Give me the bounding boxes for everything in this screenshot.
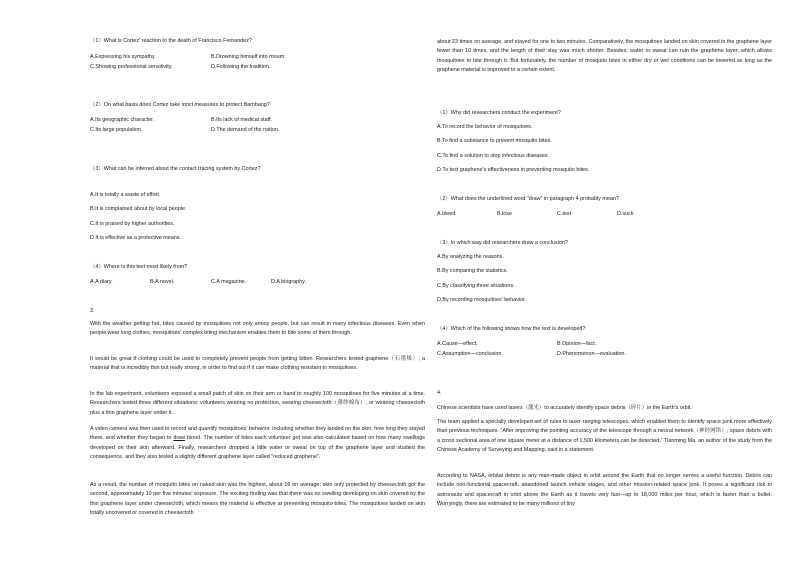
option-b[interactable]: B.Its lack of medical staff. [211,117,273,123]
passage-paragraph [90,425,425,462]
option-c[interactable]: C.test [557,211,572,217]
option-b[interactable]: B.Opinion—fact. [557,341,597,347]
question-stem: （3）What can be inferred about the contact tracing system by Cortez? [90,166,261,172]
question-stem: （4）Where is this text most likely from? [90,264,188,270]
passage-paragraph: In the lab experiment, volunteers exposed a small patch of skin on their arm or hand to roughly 100 mosquitoes for five minutes at a time. Researchers tested three different situations: volunteers wearing no protection, wearing cheesecloth（薄纱棉布）, or wearing cheesecloth plus a thin graphene layer under it. [90,391,425,416]
question-stem: （2）On what basis does Cortez take strict measures to protect Bambang? [90,102,270,108]
option-a[interactable]: A.Its geographic character. [90,117,155,123]
question-stem: （3）In which way did researchers draw a conclusion? [437,240,568,246]
passage-number: 4. [437,390,442,396]
option-b[interactable]: B.It is complained about by local people. [90,206,187,212]
option-d[interactable]: D.suck [617,211,634,217]
option-a[interactable]: A.By analyzing the reasons. [437,254,504,260]
option-c[interactable]: C.By classifying three situations. [437,283,515,289]
paragraph-text: blood. The number of bites each volunteer got was also calculated based on how many swellings developed on their skin afterward. Finally, researchers dropped a little water or sweat on top of the graphene layer and studied the consequence, and they also tested a slightly different graphene layer called "reduced graphene". [90,435,426,460]
option-a[interactable]: A.bleed [437,211,456,217]
option-c[interactable]: C.It is praised by higher authorities. [90,221,175,227]
option-c[interactable]: C.Assumption—conclusion. [437,351,503,357]
option-a[interactable]: A.Cause—effect. [437,341,478,347]
option-b[interactable]: B.lose [497,211,512,217]
underlined-word: draw [173,435,186,442]
option-b[interactable]: B.Drowning himself into mourn. [211,54,286,60]
option-b[interactable]: B.A novel. [150,279,175,285]
question-stem: （1）Why did researchers conduct the experiment? [437,110,561,116]
question-stem: （2）What does the underlined word "draw" in paragraph 4 probably mean? [437,196,619,202]
option-a[interactable]: A.It is totally a waste of effort. [90,192,161,198]
passage-paragraph: With the weather getting hot, bites caused by mosquitoes not only annoy people, but can result in many infectious diseases. Even when people wear long clothes, mosquitoes' complex biting mechanism enables them to bite some of them through. [90,321,425,337]
passage-paragraph: about 23 times on average, and stayed for one to two minutes. Comparatively, the mosquitoes landed on skin covered in the graphene layer fewer than 10 times, and the length of their stay was much shorter. Besides, water or sweat can ruin the graphene layer, which allows mosquitoes to bite through it. But fortunately, the number of mosquito bites in either dry or wet conditions can be lowered as long as the graphene material is improved to a certain extent. [437,39,772,73]
paragraph-text: A video camera was then used to record and quantify mosquitoes' behavior, including whether they landed on the skin, how long they stayed there, and whether they began to [90,426,425,442]
question-stem: （4）Which of the following shows how the text is developed? [437,326,586,332]
option-d[interactable]: D.Phenomenon—evaluation. [557,351,626,357]
option-d[interactable]: D.It is effective as a protective means. [90,235,181,241]
option-d[interactable]: D.A biography. [271,279,306,285]
option-b[interactable]: B.By comparing the statistics. [437,268,508,274]
passage-paragraph: Chinese scientists have used lasers（激光）to accurately identify space debris（碎片）in the Earth's orbit. [437,405,692,411]
option-c[interactable]: C.A magazine. [211,279,247,285]
option-d[interactable]: D.By recording mosquitoes' behavior. [437,297,527,303]
option-c[interactable]: C.Showing professional sensitivity. [90,64,173,70]
option-c[interactable]: C.Its large population. [90,127,143,133]
passage-paragraph: According to NASA, orbital debris is any man-made object in orbit around the Earth that no longer serves a useful function. Debris can include non-functional spacecraft, abandoned launch vehicle stages, and other mission-related space junk. It poses a significant risk to astronauts and spacecraft in orbit above the Earth as it travels very fast—up to 18,000 miles per hour, which is faster than a bullet. Worryingly, there are estimated to be many millions of tiny [437,473,772,507]
option-d[interactable]: D.To test graphene's effectiveness in preventing mosquito bites. [437,167,590,173]
option-c[interactable]: C.To find a solution to stop infectious diseases. [437,153,550,159]
passage-paragraph: As a result, the number of mosquito bites on naked skin was the highest, about 16 on average; skin only protected by cheesecloth got the second, approximately 10 per five minutes' exposure. The exciting finding was that there was no swelling developing on skin covered by the thin graphene layer under cheesecloth, which means the material is effective at preventing mosquito bites. The mosquitoes landed on skin totally uncovered or covered in cheesecloth [90,482,425,516]
passage-paragraph: It would be great if clothing could be used to completely prevent people from getting bitten. Researchers tested graphene（石墨烯）, a material that is incredibly thin but really strong, in order to find out if it can make clothing resistant to mosquitoes. [90,356,425,372]
passage-number: 3. [90,308,95,314]
option-b[interactable]: B.To find a substance to prevent mosquito bites. [437,138,552,144]
passage-paragraph: The team applied a specially developed set of rules to laser-ranging telescopes, which enabled them to identify space junk more effectively than previous techniques. "After improving the pointing accuracy of the telescope through a neural network（神经网络）, space debris with a cross sectional area of one square meter at a distance of 1,500 kilometers can be detected," Tianming Ma, an author of the study from the Chinese Academy of Surveying and Mapping, said in a statement. [437,419,772,453]
option-d[interactable]: D.The demand of the nation. [211,127,280,133]
option-a[interactable]: A.A diary. [90,279,113,285]
option-a[interactable]: A.Expressing his sympathy. [90,54,156,60]
option-a[interactable]: A.To record the behavior of mosquitoes. [437,124,533,130]
question-stem: （1）What is Cortez' reaction to the death of Francisco Fernandez? [90,38,252,44]
option-d[interactable]: D.Following the tradition. [211,64,271,70]
